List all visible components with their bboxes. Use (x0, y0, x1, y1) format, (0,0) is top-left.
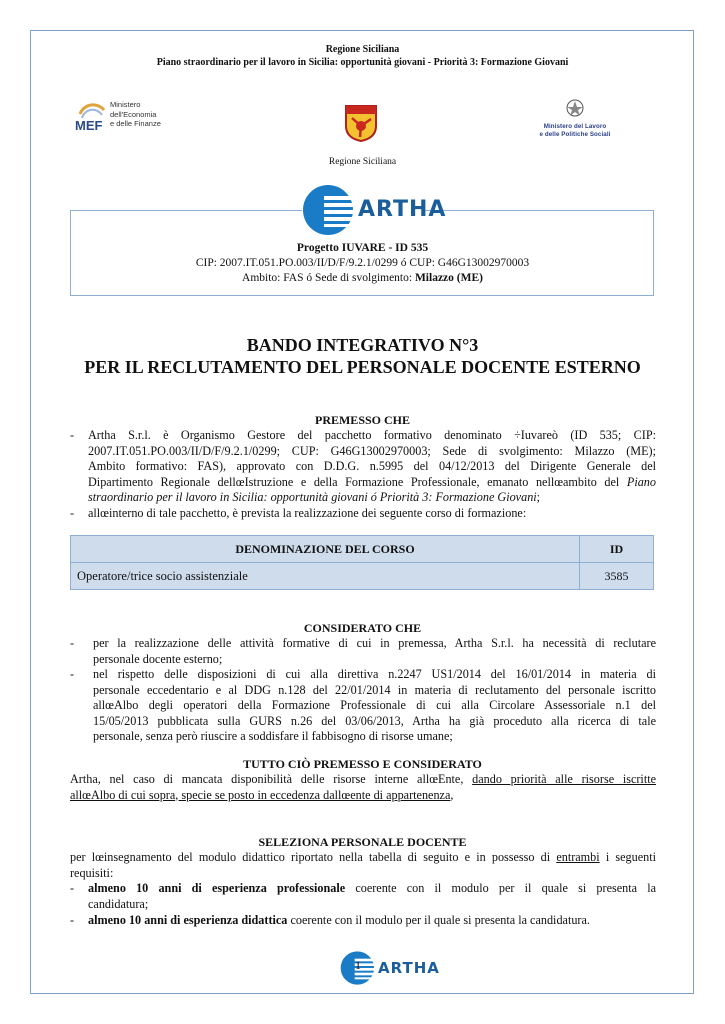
seleziona-heading: SELEZIONA PERSONALE DOCENTE (258, 835, 467, 849)
premesso-heading: PREMESSO CHE (314, 413, 410, 427)
course-id-cell: 3585 (580, 563, 654, 590)
considerato-bullet-1: - (70, 636, 75, 650)
mef-abbr: MEF (75, 118, 103, 133)
project-title: Progetto IUVARE - ID 535 (296, 242, 429, 254)
ministry-line-1: Ministero del Lavoro (543, 123, 607, 130)
header-region: Regione Siciliana (325, 44, 400, 55)
mef-line-2: dell'Economia (110, 109, 157, 119)
requirement-2: almeno 10 anni di esperienza didattica coerente con il modulo per il quale si presenta la candidatura. (88, 913, 590, 927)
requirement-1: almeno 10 anni di esperienza professionale coerente con il modulo per il quale si presenta la candidatura; (88, 881, 656, 911)
course-name-cell: Operatore/trice socio assistenziale (71, 563, 580, 590)
mef-line-1: Ministero (110, 100, 141, 109)
header-programme: Piano straordinario per il lavoro in Sicilia: opportunità giovani - Priorità 3: Formazione Giovani (156, 57, 569, 68)
seleziona-paragraph: per lœinsegnamento del modulo didattico riportato nella tabella di seguito e in possesso di entrambi i seguenti requisiti: (70, 850, 656, 880)
ambito-prefix: Ambito: FAS ó Sede di svolgimento: (242, 272, 415, 284)
premesso-bullet-2: - (70, 506, 75, 520)
course-table (70, 535, 654, 590)
requirement-bullet-1: - (70, 881, 75, 895)
page-number: 1 (355, 958, 361, 972)
republic-emblem-icon (565, 98, 585, 118)
tutto-paragraph: Artha, nel caso di mancata disponibilità delle risorse interne allœEnte, dando priorità alle risorse iscritte allœAlbo di cui sopra, specie se posto in eccedenza dallœente di appartenenza, (70, 772, 657, 802)
sicily-emblem-icon (344, 104, 378, 142)
ministry-logo (520, 98, 630, 142)
considerato-heading: CONSIDERATO CHE (303, 621, 422, 635)
artha-footer-wordmark: ARTHA (378, 959, 440, 977)
premesso-bullet-1: - (70, 428, 75, 442)
tutto-heading: TUTTO CIÒ PREMESSO E CONSIDERATO (243, 757, 482, 771)
ministry-line-2: e delle Politiche Sociali (539, 131, 611, 138)
main-title-line-2: PER IL RECLUTAMENTO DEL PERSONALE DOCENTE ESTERNO (84, 357, 641, 377)
col-course-name: DENOMINAZIONE DEL CORSO (71, 536, 580, 563)
artha-logo-top (302, 184, 447, 236)
mef-line-3: e delle Finanze (110, 119, 161, 128)
region-label: Regione Siciliana (328, 157, 397, 167)
course-table-header (71, 536, 654, 563)
requirement-bullet-2: - (70, 913, 75, 927)
premesso-item-1: Artha S.r.l. è Organismo Gestore del pacchetto formativo denominato ÷Iuvareò (ID 535; CIP: 2007.IT.051.PO.003/II/D/F/9.2.1/0299; CUP: G46G13002970003; Sede di svolgimento: Milazzo (ME); Ambito formativo: FAS), approvato con D.D.G. n.5995 del 04/12/2013 del Dirigente Generale del Dipartimento Regionale dellœIstruzione e della Formazione Professionale, emanato nellœambito del Piano straordinario per il lavoro in Sicilia: opportunità giovani ó Priorità 3: Formazione Giovani; (88, 428, 656, 504)
considerato-item-2: nel rispetto delle disposizioni di cui alla direttiva n.2247 US1/2014 del 16/01/2014 in materia di personale eccedentario e al DDG n.128 del 22/01/2014 in materia di reclutamento del personale iscritto allœAlbo degli operatori della Formazione Professionale di cui alla Circolare Assessoriale n.1 del 15/05/2013 pubblicata sulla GURS n.26 del 03/06/2013, Artha ha già proceduto alla ricerca di tale personale, senza però riuscire a soddisfare il fabbisogno di risorse umane; (93, 667, 656, 743)
project-ambito (0, 272, 725, 284)
mef-text (110, 100, 161, 129)
artha-wordmark: ARTHA (358, 197, 447, 222)
mef-emblem-icon (74, 100, 110, 140)
project-cip: CIP: 2007.IT.051.PO.003/II/D/F/9.2.1/0299 ó CUP: G46G13002970003 (195, 257, 530, 269)
table-row (71, 563, 654, 590)
premesso-item-2: allœinterno di tale pacchetto, è prevista la realizzazione dei seguente corso di formazione: (88, 506, 527, 520)
ambito-place: Milazzo (ME) (414, 272, 483, 284)
considerato-bullet-2: - (70, 667, 75, 681)
artha-emblem-icon (302, 184, 356, 236)
considerato-item-1: per la realizzazione delle attività formative di cui in premessa, Artha S.r.l. ha necessità di reclutare personale docente esterno; (93, 636, 656, 666)
col-course-id: ID (580, 536, 654, 563)
mef-logo (74, 100, 184, 140)
main-title-line-1: BANDO INTEGRATIVO N°3 (246, 335, 479, 355)
